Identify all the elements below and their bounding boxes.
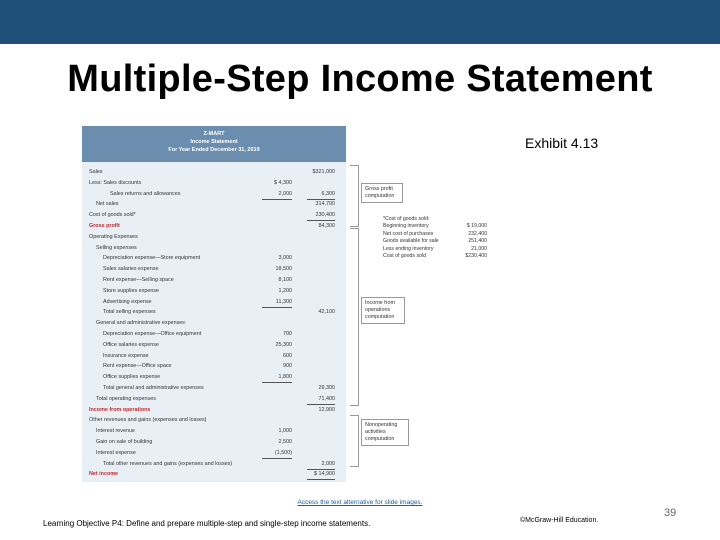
row-amount-2: $321,000: [312, 169, 335, 175]
row-label: Rent expense—Office space: [103, 363, 172, 370]
cogs-value: 232,400: [468, 230, 487, 237]
row-label: Total selling expenses: [103, 309, 156, 316]
cogs-label: Goods available for sale: [383, 238, 439, 245]
statement-row: [82, 308, 346, 317]
operations-bracket: [350, 228, 359, 406]
row-label: Insurance expense: [103, 352, 149, 359]
row-label: Office supplies expense: [103, 374, 161, 381]
row-label: Depreciation expense—Store equipment: [103, 255, 201, 262]
row-label: Other revenues and gains (expenses and losses): [89, 417, 207, 424]
statement-period: For Year Ended December 31, 2019: [168, 147, 260, 153]
row-amount-1: 25,300: [275, 341, 292, 348]
row-label: Interest expense: [96, 449, 136, 456]
statement-row: [82, 179, 346, 188]
row-label: Sales salaries expense: [103, 266, 159, 273]
row-label: Net income: [89, 471, 119, 478]
row-amount-1: 11,300: [262, 298, 292, 308]
row-amount-2: 12,900: [318, 406, 335, 413]
row-label: Gain on sale of building: [96, 439, 153, 445]
nonoperating-note: Nonoperating activities computation: [361, 419, 409, 446]
cogs-row: [383, 253, 487, 260]
cogs-value: $ 19,000: [466, 223, 487, 230]
statement-row: [82, 200, 346, 209]
statement-name: Income Statement: [190, 139, 238, 145]
row-amount-1: 2,500: [278, 439, 292, 445]
statement-header: [82, 126, 346, 162]
text-alternative-link[interactable]: Access the text alternative for slide images.: [297, 499, 423, 506]
row-amount-1: 18,500: [275, 266, 292, 273]
statement-row: [82, 168, 346, 177]
row-label: Sales returns and allowances: [110, 190, 181, 197]
statement-row: [82, 384, 346, 393]
row-amount-2: $ 14,900: [307, 470, 335, 480]
row-label: Total general and administrative expenses: [103, 385, 204, 391]
statement-row: [82, 341, 346, 350]
statement-row: [82, 352, 346, 361]
row-label: General and administrative expenses: [96, 320, 185, 327]
statement-row: [82, 449, 346, 458]
statement-row: [82, 211, 346, 220]
row-amount-1: 2,000: [262, 190, 292, 200]
cogs-row: [383, 238, 487, 245]
cogs-row: [383, 223, 487, 230]
operations-note: Income from operations computation: [361, 297, 405, 324]
income-statement: [82, 126, 346, 482]
company-name: Z-MART: [203, 131, 225, 137]
row-label: Interest revenue: [96, 428, 135, 435]
cogs-value: $230,400: [465, 253, 487, 260]
row-amount-2: 230,400: [307, 211, 335, 221]
row-amount-2: 29,300: [318, 385, 335, 391]
row-amount-2: 314,700: [315, 201, 335, 208]
row-label: Net sales: [96, 201, 119, 208]
row-amount-2: 84,300: [318, 223, 335, 229]
cogs-title: *Cost of goods sold:: [383, 216, 430, 222]
row-amount-2: 2,000: [307, 460, 335, 470]
row-amount-1: 3,000: [278, 255, 292, 262]
top-banner: [0, 0, 720, 44]
row-amount-1: 600: [283, 352, 292, 359]
row-label: Cost of goods sold*: [89, 212, 136, 219]
row-amount-1: 1,800: [262, 373, 292, 383]
row-amount-1: 900: [283, 363, 292, 370]
cogs-label: Beginning inventory: [383, 223, 429, 230]
cogs-value: 251,400: [468, 238, 487, 245]
statement-row: [82, 406, 346, 415]
row-label: Depreciation expense—Office equipment: [103, 331, 202, 337]
statement-row: [82, 265, 346, 274]
statement-row: [82, 233, 346, 242]
statement-row: [82, 298, 346, 307]
statement-row: [82, 438, 346, 447]
row-amount-2: 6,300: [307, 190, 335, 200]
gross-profit-bracket: [350, 165, 359, 227]
statement-row: [82, 287, 346, 296]
statement-row: [82, 373, 346, 382]
statement-row: [82, 427, 346, 436]
page-number: 39: [664, 507, 677, 519]
slide-title: Multiple-Step Income Statement: [67, 58, 653, 100]
copyright: ©McGraw-Hill Education.: [520, 517, 599, 524]
cogs-value: 21,000: [471, 245, 487, 252]
statement-row: [82, 460, 346, 469]
cogs-label: Net cost of purchases: [383, 230, 434, 237]
cogs-label: Less ending inventory: [383, 245, 434, 252]
nonoperating-bracket: [350, 415, 359, 467]
cogs-label: Cost of goods sold: [383, 253, 426, 260]
row-label: Less: Sales discounts: [89, 179, 142, 186]
row-label: Operating Expenses: [89, 233, 138, 240]
statement-row: [82, 470, 346, 479]
row-label: Total other revenues and gains (expenses and losses): [103, 460, 233, 467]
gross-profit-note: Gross profit computation: [361, 183, 403, 203]
row-amount-2: 42,100: [318, 309, 335, 316]
cogs-row: [383, 231, 487, 238]
row-label: Selling expenses: [96, 244, 137, 251]
statement-row: [82, 362, 346, 371]
statement-row: [82, 330, 346, 339]
cogs-schedule: [383, 216, 487, 260]
statement-row: [82, 395, 346, 404]
statement-row: [82, 222, 346, 231]
row-label: Office salaries expense: [103, 341, 159, 348]
row-label: Gross profit: [89, 223, 120, 229]
statement-row: [82, 416, 346, 425]
row-label: Rent expense—Selling space: [103, 277, 174, 283]
exhibit-label: Exhibit 4.13: [525, 135, 599, 151]
cogs-row: [383, 246, 487, 253]
row-amount-1: $ 4,300: [274, 179, 292, 186]
statement-row: [82, 254, 346, 263]
row-amount-1: 1,000: [278, 428, 292, 435]
statement-row: [82, 190, 346, 199]
row-label: Total operating expenses: [96, 395, 156, 402]
statement-row: [82, 276, 346, 285]
row-amount-1: 700: [283, 331, 292, 337]
row-amount-1: (1,500): [262, 449, 292, 459]
statement-row: [82, 244, 346, 253]
row-label: Store supplies expense: [103, 287, 160, 294]
row-label: Income from operations: [89, 406, 151, 413]
learning-objective: Learning Objective P4: Define and prepare multiple-step and single-step income statements.: [43, 519, 371, 528]
statement-row: [82, 319, 346, 328]
row-label: Advertising expense: [103, 298, 152, 305]
row-amount-2: 71,400: [307, 395, 335, 405]
row-amount-1: 1,200: [278, 287, 292, 294]
row-amount-1: 8,100: [278, 277, 292, 283]
row-label: Sales: [89, 169, 103, 175]
